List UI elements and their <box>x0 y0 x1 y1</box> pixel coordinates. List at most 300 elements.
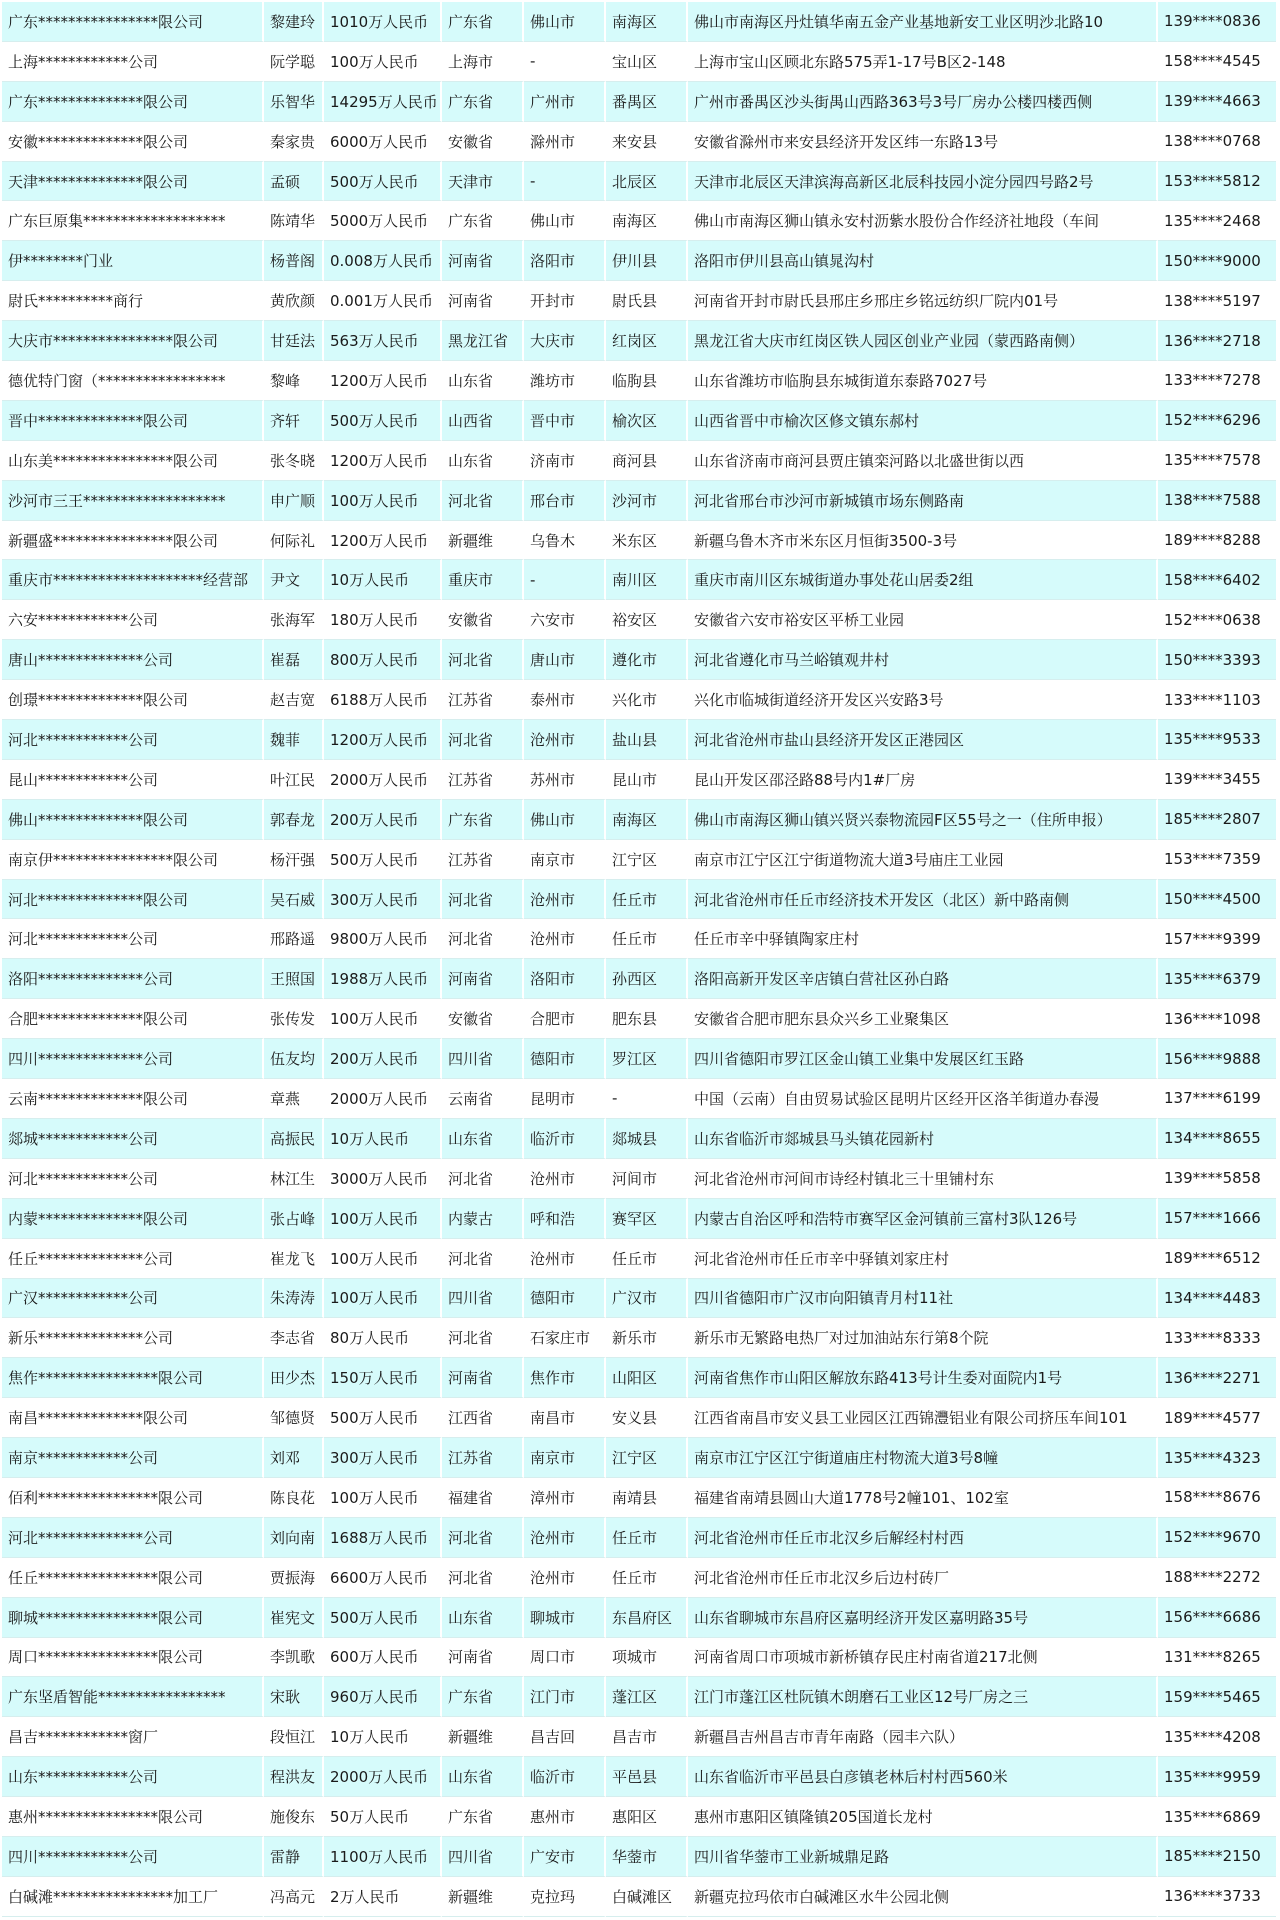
cell-legal-representative: 黎建玲 <box>264 2 324 42</box>
cell-district: 肥东县 <box>606 999 688 1039</box>
cell-company-name: 佛山**************限公司 <box>2 800 264 840</box>
cell-registered-capital: 1200万人民币 <box>324 441 442 481</box>
table-row <box>2 1358 1276 1398</box>
cell-company-name: 安徽**************限公司 <box>2 122 264 162</box>
cell-district: 昌吉市 <box>606 1717 688 1757</box>
cell-legal-representative: 邹德贤 <box>264 1398 324 1438</box>
table-row <box>2 82 1276 122</box>
cell-company-name: 晋中**************限公司 <box>2 401 264 441</box>
cell-district: 东昌府区 <box>606 1598 688 1638</box>
cell-registered-capital: 300万人民币 <box>324 880 442 920</box>
cell-province: 江苏省 <box>442 840 524 880</box>
cell-city: 开封市 <box>524 281 606 321</box>
cell-registered-capital: 2000万人民币 <box>324 1757 442 1797</box>
cell-district: 南海区 <box>606 2 688 42</box>
cell-company-name: 南京伊****************限公司 <box>2 840 264 880</box>
cell-phone: 133****7278 <box>1158 361 1276 401</box>
table-row <box>2 441 1276 481</box>
cell-province: 河北省 <box>442 720 524 760</box>
cell-address: 河北省沧州市河间市诗经村镇北三十里铺村东 <box>688 1159 1158 1199</box>
cell-legal-representative: 尹文 <box>264 560 324 600</box>
cell-province: 广东省 <box>442 82 524 122</box>
cell-district: 蓬江区 <box>606 1677 688 1717</box>
cell-district: 任丘市 <box>606 1558 688 1598</box>
cell-province: 黑龙江省 <box>442 321 524 361</box>
cell-district: 新乐市 <box>606 1318 688 1358</box>
cell-phone: 189****8288 <box>1158 521 1276 561</box>
cell-city: 沧州市 <box>524 1159 606 1199</box>
cell-registered-capital: 100万人民币 <box>324 1199 442 1239</box>
cell-city: 聊城市 <box>524 1598 606 1638</box>
cell-registered-capital: 1200万人民币 <box>324 521 442 561</box>
table-row <box>2 1837 1276 1877</box>
cell-company-name: 重庆市********************经营部 <box>2 560 264 600</box>
cell-city: 惠州市 <box>524 1797 606 1837</box>
cell-address: 四川省德阳市罗江区金山镇工业集中发展区红玉路 <box>688 1039 1158 1079</box>
table-row <box>2 42 1276 82</box>
cell-city: 南京市 <box>524 840 606 880</box>
cell-legal-representative: 伍友均 <box>264 1039 324 1079</box>
cell-province: 河南省 <box>442 241 524 281</box>
cell-registered-capital: 100万人民币 <box>324 999 442 1039</box>
cell-district: 郯城县 <box>606 1119 688 1159</box>
cell-legal-representative: 孟硕 <box>264 162 324 202</box>
cell-registered-capital: 600万人民币 <box>324 1638 442 1678</box>
cell-phone: 136****2271 <box>1158 1358 1276 1398</box>
cell-registered-capital: 9800万人民币 <box>324 919 442 959</box>
cell-registered-capital: 0.001万人民币 <box>324 281 442 321</box>
cell-legal-representative: 贾振海 <box>264 1558 324 1598</box>
cell-registered-capital: 1988万人民币 <box>324 959 442 999</box>
cell-registered-capital: 2000万人民币 <box>324 1079 442 1119</box>
cell-phone: 139****4663 <box>1158 82 1276 122</box>
cell-registered-capital: 500万人民币 <box>324 1598 442 1638</box>
table-row <box>2 800 1276 840</box>
cell-registered-capital: 14295万人民币 <box>324 82 442 122</box>
cell-district: 项城市 <box>606 1638 688 1678</box>
cell-legal-representative: 杨普阁 <box>264 241 324 281</box>
cell-registered-capital: 50万人民币 <box>324 1797 442 1837</box>
cell-registered-capital: 100万人民币 <box>324 42 442 82</box>
cell-company-name: 聊城****************限公司 <box>2 1598 264 1638</box>
table-row <box>2 321 1276 361</box>
cell-province: 四川省 <box>442 1279 524 1319</box>
cell-company-name: 广汉************公司 <box>2 1279 264 1319</box>
cell-province: 山西省 <box>442 401 524 441</box>
cell-legal-representative: 施俊东 <box>264 1797 324 1837</box>
cell-company-name: 昆山************公司 <box>2 760 264 800</box>
cell-legal-representative: 叶江民 <box>264 760 324 800</box>
cell-company-name: 河北**************限公司 <box>2 880 264 920</box>
cell-province: 江苏省 <box>442 760 524 800</box>
cell-address: 南京市江宁区江宁街道物流大道3号庙庄工业园 <box>688 840 1158 880</box>
table-row <box>2 1518 1276 1558</box>
cell-province: 山东省 <box>442 441 524 481</box>
cell-registered-capital: 500万人民币 <box>324 162 442 202</box>
cell-registered-capital: 100万人民币 <box>324 1478 442 1518</box>
cell-registered-capital: 6188万人民币 <box>324 680 442 720</box>
cell-city: 江门市 <box>524 1677 606 1717</box>
cell-company-name: 山东************公司 <box>2 1757 264 1797</box>
cell-address: 新疆乌鲁木齐市米东区月恒街3500-3号 <box>688 521 1158 561</box>
cell-city: 临沂市 <box>524 1119 606 1159</box>
cell-company-name: 山东美****************限公司 <box>2 441 264 481</box>
cell-legal-representative: 郭春龙 <box>264 800 324 840</box>
cell-province: 四川省 <box>442 1039 524 1079</box>
cell-city: - <box>524 560 606 600</box>
cell-phone: 139****5858 <box>1158 1159 1276 1199</box>
cell-city: 沧州市 <box>524 1239 606 1279</box>
cell-province: 广东省 <box>442 1797 524 1837</box>
table-row <box>2 1797 1276 1837</box>
cell-address: 河南省焦作市山阳区解放东路413号计生委对面院内1号 <box>688 1358 1158 1398</box>
cell-company-name: 任丘**************公司 <box>2 1239 264 1279</box>
cell-phone: 156****9888 <box>1158 1039 1276 1079</box>
cell-district: 南靖县 <box>606 1478 688 1518</box>
table-row <box>2 880 1276 920</box>
cell-city: 佛山市 <box>524 2 606 42</box>
cell-company-name: 河北**************公司 <box>2 1518 264 1558</box>
cell-legal-representative: 高振民 <box>264 1119 324 1159</box>
table-row <box>2 162 1276 202</box>
cell-company-name: 四川************公司 <box>2 1837 264 1877</box>
cell-address: 任丘市辛中驿镇陶家庄村 <box>688 919 1158 959</box>
cell-phone: 134****4483 <box>1158 1279 1276 1319</box>
cell-legal-representative: 刘邓 <box>264 1438 324 1478</box>
cell-district: 华蓥市 <box>606 1837 688 1877</box>
cell-registered-capital: 150万人民币 <box>324 1358 442 1398</box>
cell-company-name: 合肥**************限公司 <box>2 999 264 1039</box>
cell-phone: 135****7578 <box>1158 441 1276 481</box>
cell-phone: 131****8265 <box>1158 1638 1276 1678</box>
cell-district: 商河县 <box>606 441 688 481</box>
cell-legal-representative: 阮学聪 <box>264 42 324 82</box>
cell-phone: 153****7359 <box>1158 840 1276 880</box>
cell-phone: 135****6379 <box>1158 959 1276 999</box>
cell-province: 山东省 <box>442 1598 524 1638</box>
cell-registered-capital: 563万人民币 <box>324 321 442 361</box>
cell-district: 昆山市 <box>606 760 688 800</box>
cell-address: 佛山市南海区丹灶镇华南五金产业基地新安工业区明沙北路10 <box>688 2 1158 42</box>
cell-legal-representative: 崔龙飞 <box>264 1239 324 1279</box>
cell-province: 新疆维 <box>442 521 524 561</box>
cell-province: 河北省 <box>442 919 524 959</box>
cell-registered-capital: 80万人民币 <box>324 1318 442 1358</box>
cell-province: 重庆市 <box>442 560 524 600</box>
cell-company-name: 伊********门业 <box>2 241 264 281</box>
cell-district: 南川区 <box>606 560 688 600</box>
cell-address: 四川省德阳市广汉市向阳镇青月村11社 <box>688 1279 1158 1319</box>
cell-city: 南昌市 <box>524 1398 606 1438</box>
cell-phone: 158****6402 <box>1158 560 1276 600</box>
cell-district: 任丘市 <box>606 919 688 959</box>
cell-address: 江门市蓬江区杜阮镇木朗磨石工业区12号厂房之三 <box>688 1677 1158 1717</box>
cell-province: 云南省 <box>442 1079 524 1119</box>
cell-province: 新疆维 <box>442 1717 524 1757</box>
cell-legal-representative: 吴石威 <box>264 880 324 920</box>
cell-city: 沧州市 <box>524 1518 606 1558</box>
cell-legal-representative: 程洪友 <box>264 1757 324 1797</box>
cell-phone: 138****5197 <box>1158 281 1276 321</box>
table-row <box>2 122 1276 162</box>
cell-province: 山东省 <box>442 1757 524 1797</box>
cell-registered-capital: 1010万人民币 <box>324 2 442 42</box>
cell-district: 来安县 <box>606 122 688 162</box>
cell-phone: 135****9533 <box>1158 720 1276 760</box>
cell-city: 石家庄市 <box>524 1318 606 1358</box>
cell-province: 福建省 <box>442 1478 524 1518</box>
cell-address: 山东省临沂市郯城县马头镇花园新村 <box>688 1119 1158 1159</box>
table-row <box>2 640 1276 680</box>
table-row <box>2 201 1276 241</box>
cell-district: 红岗区 <box>606 321 688 361</box>
cell-district: 沙河市 <box>606 481 688 521</box>
cell-address: 河南省周口市项城市新桥镇存民庄村南省道217北侧 <box>688 1638 1158 1678</box>
cell-province: 河北省 <box>442 1558 524 1598</box>
table-row <box>2 1877 1276 1917</box>
table-row <box>2 1119 1276 1159</box>
table-row <box>2 1199 1276 1239</box>
cell-city: 昌吉回 <box>524 1717 606 1757</box>
cell-phone: 152****6296 <box>1158 401 1276 441</box>
table-row <box>2 1478 1276 1518</box>
cell-address: 山西省晋中市榆次区修文镇东郝村 <box>688 401 1158 441</box>
cell-company-name: 天津**************限公司 <box>2 162 264 202</box>
cell-province: 内蒙古 <box>442 1199 524 1239</box>
cell-phone: 139****3455 <box>1158 760 1276 800</box>
cell-province: 安徽省 <box>442 122 524 162</box>
cell-phone: 135****4323 <box>1158 1438 1276 1478</box>
cell-legal-representative: 段恒江 <box>264 1717 324 1757</box>
cell-city: 乌鲁木 <box>524 521 606 561</box>
cell-province: 山东省 <box>442 361 524 401</box>
cell-company-name: 惠州****************限公司 <box>2 1797 264 1837</box>
cell-district: 孙西区 <box>606 959 688 999</box>
table-row <box>2 560 1276 600</box>
cell-city: 洛阳市 <box>524 959 606 999</box>
table-row <box>2 241 1276 281</box>
cell-city: 沧州市 <box>524 720 606 760</box>
cell-district: 宝山区 <box>606 42 688 82</box>
table-row <box>2 1239 1276 1279</box>
cell-legal-representative: 陈靖华 <box>264 201 324 241</box>
cell-company-name: 云南**************限公司 <box>2 1079 264 1119</box>
cell-legal-representative: 黄欣颜 <box>264 281 324 321</box>
cell-city: 周口市 <box>524 1638 606 1678</box>
table-row <box>2 1638 1276 1678</box>
cell-district: 尉氏县 <box>606 281 688 321</box>
cell-registered-capital: 180万人民币 <box>324 600 442 640</box>
cell-address: 重庆市南川区东城街道办事处花山居委2组 <box>688 560 1158 600</box>
table-row <box>2 281 1276 321</box>
cell-province: 河北省 <box>442 880 524 920</box>
cell-district: 南海区 <box>606 800 688 840</box>
cell-address: 福建省南靖县圆山大道1778号2幢101、102室 <box>688 1478 1158 1518</box>
cell-company-name: 河北************公司 <box>2 720 264 760</box>
cell-address: 洛阳市伊川县高山镇晁沟村 <box>688 241 1158 281</box>
cell-registered-capital: 960万人民币 <box>324 1677 442 1717</box>
cell-legal-representative: 齐轩 <box>264 401 324 441</box>
cell-registered-capital: 10万人民币 <box>324 1119 442 1159</box>
cell-address: 山东省聊城市东昌府区嘉明经济开发区嘉明路35号 <box>688 1598 1158 1638</box>
cell-address: 四川省华蓥市工业新城鼎足路 <box>688 1837 1158 1877</box>
cell-address: 内蒙古自治区呼和浩特市赛罕区金河镇前三富村3队126号 <box>688 1199 1158 1239</box>
cell-registered-capital: 500万人民币 <box>324 1398 442 1438</box>
cell-district: 番禺区 <box>606 82 688 122</box>
cell-address: 江西省南昌市安义县工业园区江西锦灃铝业有限公司挤压车间101 <box>688 1398 1158 1438</box>
cell-city: 佛山市 <box>524 201 606 241</box>
cell-phone: 189****6512 <box>1158 1239 1276 1279</box>
cell-city: 滁州市 <box>524 122 606 162</box>
cell-phone: 150****4500 <box>1158 880 1276 920</box>
cell-registered-capital: 5000万人民币 <box>324 201 442 241</box>
cell-address: 南京市江宁区江宁街道庙庄村物流大道3号8幢 <box>688 1438 1158 1478</box>
cell-company-name: 昌吉************窗厂 <box>2 1717 264 1757</box>
table-row <box>2 1717 1276 1757</box>
cell-registered-capital: 500万人民币 <box>324 401 442 441</box>
cell-district: 任丘市 <box>606 1239 688 1279</box>
cell-district: 江宁区 <box>606 1438 688 1478</box>
cell-address: 河北省沧州市任丘市北汉乡后解经村村西 <box>688 1518 1158 1558</box>
cell-district: 广汉市 <box>606 1279 688 1319</box>
cell-registered-capital: 3000万人民币 <box>324 1159 442 1199</box>
table-row <box>2 1438 1276 1478</box>
cell-city: 苏州市 <box>524 760 606 800</box>
cell-phone: 136****1098 <box>1158 999 1276 1039</box>
cell-phone: 157****1666 <box>1158 1199 1276 1239</box>
cell-legal-representative: 乐智华 <box>264 82 324 122</box>
cell-company-name: 广东**************限公司 <box>2 82 264 122</box>
cell-registered-capital: 1200万人民币 <box>324 720 442 760</box>
cell-province: 江苏省 <box>442 680 524 720</box>
cell-registered-capital: 6600万人民币 <box>324 1558 442 1598</box>
table-row <box>2 361 1276 401</box>
cell-legal-representative: 李志省 <box>264 1318 324 1358</box>
cell-legal-representative: 赵吉宽 <box>264 680 324 720</box>
cell-address: 上海市宝山区顾北东路575弄1-17号B区2-148 <box>688 42 1158 82</box>
cell-legal-representative: 张占峰 <box>264 1199 324 1239</box>
cell-phone: 189****4577 <box>1158 1398 1276 1438</box>
cell-registered-capital: 200万人民币 <box>324 800 442 840</box>
cell-district: 罗江区 <box>606 1039 688 1079</box>
table-row <box>2 720 1276 760</box>
table-row <box>2 760 1276 800</box>
table-row <box>2 1677 1276 1717</box>
cell-company-name: 上海************公司 <box>2 42 264 82</box>
cell-city: 合肥市 <box>524 999 606 1039</box>
cell-registered-capital: 10万人民币 <box>324 1717 442 1757</box>
cell-city: 南京市 <box>524 1438 606 1478</box>
cell-address: 黑龙江省大庆市红岗区铁人园区创业产业园（蒙西路南侧） <box>688 321 1158 361</box>
cell-district: 北辰区 <box>606 162 688 202</box>
cell-address: 山东省潍坊市临朐县东城街道东泰路7027号 <box>688 361 1158 401</box>
cell-registered-capital: 100万人民币 <box>324 1279 442 1319</box>
cell-phone: 135****2468 <box>1158 201 1276 241</box>
cell-phone: 185****2150 <box>1158 1837 1276 1877</box>
cell-province: 河南省 <box>442 959 524 999</box>
cell-district: 山阳区 <box>606 1358 688 1398</box>
cell-province: 山东省 <box>442 1119 524 1159</box>
cell-city: - <box>524 42 606 82</box>
cell-company-name: 佰利****************限公司 <box>2 1478 264 1518</box>
cell-legal-representative: 刘向南 <box>264 1518 324 1558</box>
cell-district: 任丘市 <box>606 880 688 920</box>
table-row <box>2 680 1276 720</box>
cell-company-name: 周口****************限公司 <box>2 1638 264 1678</box>
cell-company-name: 郯城************公司 <box>2 1119 264 1159</box>
cell-province: 河北省 <box>442 640 524 680</box>
cell-company-name: 创璟**************限公司 <box>2 680 264 720</box>
table-row <box>2 1558 1276 1598</box>
cell-legal-representative: 张海军 <box>264 600 324 640</box>
cell-legal-representative: 林江生 <box>264 1159 324 1199</box>
cell-phone: 138****7588 <box>1158 481 1276 521</box>
table-row <box>2 1279 1276 1319</box>
cell-city: 焦作市 <box>524 1358 606 1398</box>
cell-phone: 152****9670 <box>1158 1518 1276 1558</box>
cell-phone: 157****9399 <box>1158 919 1276 959</box>
cell-address: 昆山开发区邵泾路88号内1#厂房 <box>688 760 1158 800</box>
cell-legal-representative: 邢路遥 <box>264 919 324 959</box>
cell-legal-representative: 何际礼 <box>264 521 324 561</box>
cell-city: 克拉玛 <box>524 1877 606 1917</box>
cell-company-name: 内蒙**************限公司 <box>2 1199 264 1239</box>
cell-legal-representative: 秦家贵 <box>264 122 324 162</box>
cell-phone: 137****6199 <box>1158 1079 1276 1119</box>
table-row <box>2 999 1276 1039</box>
cell-address: 安徽省合肥市肥东县众兴乡工业聚集区 <box>688 999 1158 1039</box>
cell-address: 河南省开封市尉氏县邢庄乡邢庄乡铭远纺织厂院内01号 <box>688 281 1158 321</box>
cell-address: 河北省沧州市任丘市北汉乡后边村砖厂 <box>688 1558 1158 1598</box>
cell-city: 漳州市 <box>524 1478 606 1518</box>
cell-registered-capital: 0.008万人民币 <box>324 241 442 281</box>
cell-phone: 150****9000 <box>1158 241 1276 281</box>
cell-district: 伊川县 <box>606 241 688 281</box>
cell-company-name: 沙河市三王******************* <box>2 481 264 521</box>
cell-registered-capital: 100万人民币 <box>324 481 442 521</box>
cell-company-name: 广东****************限公司 <box>2 2 264 42</box>
cell-phone: 188****2272 <box>1158 1558 1276 1598</box>
table-row <box>2 1079 1276 1119</box>
cell-phone: 135****9959 <box>1158 1757 1276 1797</box>
table-row <box>2 2 1276 42</box>
cell-city: 邢台市 <box>524 481 606 521</box>
cell-province: 河北省 <box>442 1518 524 1558</box>
cell-phone: 133****1103 <box>1158 680 1276 720</box>
cell-phone: 158****8676 <box>1158 1478 1276 1518</box>
cell-city: 泰州市 <box>524 680 606 720</box>
cell-phone: 138****0768 <box>1158 122 1276 162</box>
cell-legal-representative: 魏菲 <box>264 720 324 760</box>
cell-district: 安义县 <box>606 1398 688 1438</box>
cell-address: 河北省沧州市盐山县经济开发区正港园区 <box>688 720 1158 760</box>
cell-province: 河北省 <box>442 1318 524 1358</box>
cell-city: 佛山市 <box>524 800 606 840</box>
cell-city: 大庆市 <box>524 321 606 361</box>
cell-city: 济南市 <box>524 441 606 481</box>
cell-company-name: 德优特门窗（***************** <box>2 361 264 401</box>
cell-legal-representative: 冯高元 <box>264 1877 324 1917</box>
cell-city: 沧州市 <box>524 919 606 959</box>
cell-address: 河北省沧州市任丘市辛中驿镇刘家庄村 <box>688 1239 1158 1279</box>
cell-phone: 139****0836 <box>1158 2 1276 42</box>
cell-address: 佛山市南海区狮山镇兴贤兴泰物流园F区55号之一（住所申报） <box>688 800 1158 840</box>
cell-company-name: 白碱滩****************加工厂 <box>2 1877 264 1917</box>
cell-district: 任丘市 <box>606 1518 688 1558</box>
cell-district: - <box>606 1079 688 1119</box>
cell-company-name: 六安************公司 <box>2 600 264 640</box>
cell-district: 遵化市 <box>606 640 688 680</box>
